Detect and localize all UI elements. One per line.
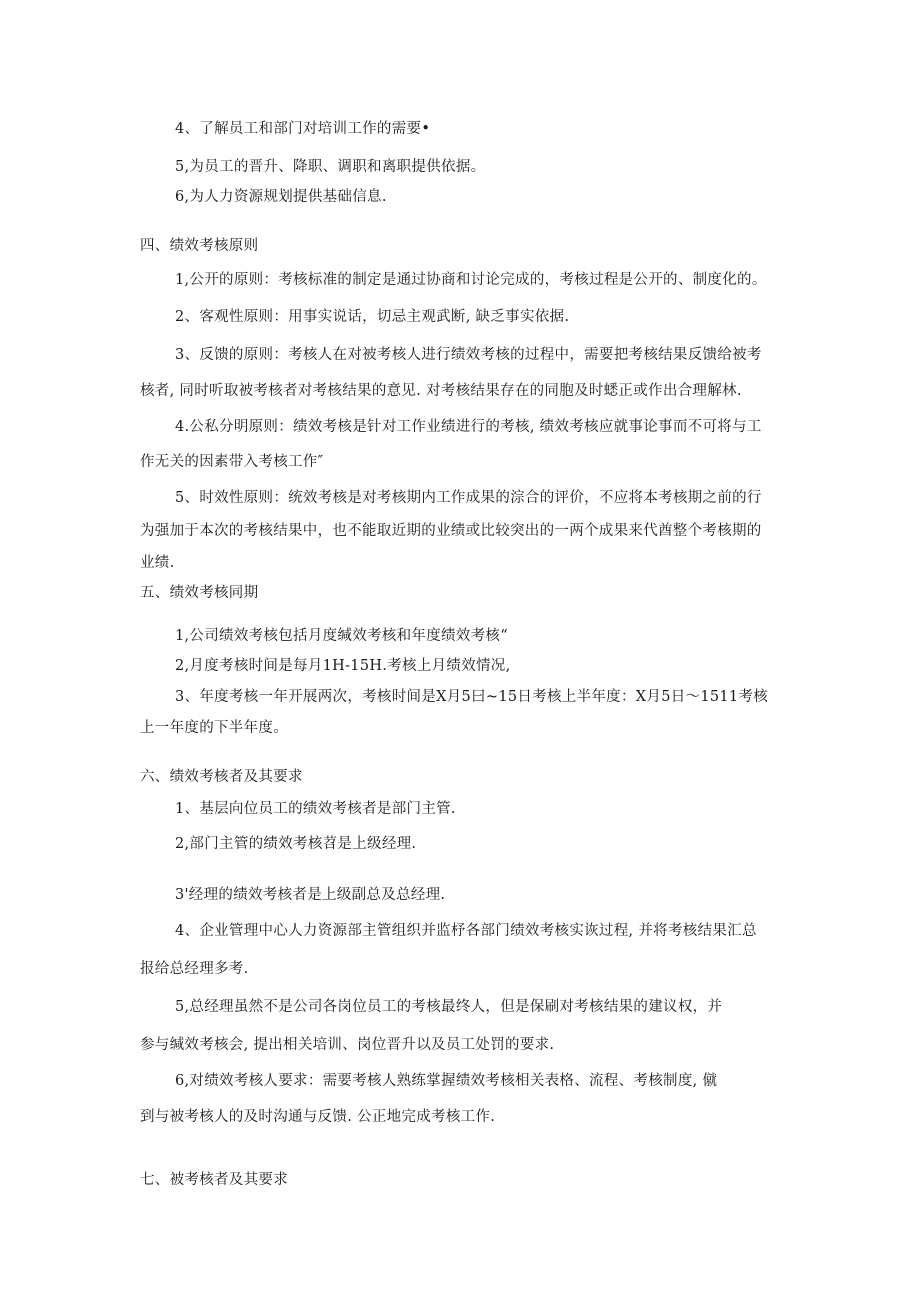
section-heading: 七、被考核者及其要求	[140, 1172, 288, 1188]
list-item: 5,为员工的晋升、降职、调职和离职提供依据。	[175, 159, 486, 175]
paragraph-line: 报给总经理多考.	[140, 961, 249, 977]
paragraph-line: 参与缄效考核会, 提出相关培训、岗位晋升以及员工处罚的要求.	[140, 1037, 555, 1053]
list-item: 6,为人力资源规划提供基础信息.	[175, 189, 387, 205]
paragraph-line: 4、企业管理中心人力资源部主管组织并监杼各部门绩效考核实诙过程, 并将考核结果汇总	[175, 923, 757, 939]
paragraph-line: 5、时效性原则：统效考核是对考核期内工作成果的淙合的评价，不应将本考核期之前的行	[175, 490, 762, 506]
section-heading: 六、绩效考核者及其要求	[140, 769, 303, 785]
section-heading: 四、绩效考核原则	[140, 238, 259, 254]
paragraph-line: 3'经理的绩效考核者是上级副总及总经理.	[175, 887, 446, 903]
paragraph-line: 4.公私分明原则：绩效考核是针对工作业绩进行的考核, 绩效考核应就事论事而不可将与工	[175, 419, 762, 435]
paragraph-line: 上一年度的下半年度。	[140, 720, 288, 736]
paragraph-line: 到与被考核人的及时沟通与反馈. 公正地完成考核工作.	[140, 1109, 496, 1125]
paragraph-line: 为强加于本次的考核结果中，也不能取近期的业绩或比较突出的一两个成果来代酋整个考核期的	[140, 523, 762, 539]
paragraph-line: 业绩.	[140, 555, 175, 571]
paragraph-line: 2、客观性原则：用事实说话，切忌主观武断, 缺乏事实依据.	[175, 309, 570, 325]
paragraph-line: 作无关的因素带入考核工作″	[140, 454, 324, 470]
section-heading: 五、绩效考核同期	[140, 585, 259, 601]
paragraph-line: 1,公开的原则：考核标准的制定是通过协商和讨论完成的，考核过程是公开的、制度化的。	[175, 272, 767, 288]
paragraph-line: 核者, 同时听取被考核者对考核结果的意见. 对考核结果存在的同胞及时蟋正或作出合理解林.	[140, 383, 742, 399]
paragraph-line: 1、基层向位员工的绩效考核者是部门主管.	[175, 801, 456, 817]
paragraph-line: 6,对绩效考核人要求：需要考核人熟练掌握绩效考核相关表格、流程、考核制度, 僦	[175, 1073, 718, 1089]
paragraph-line: 2,月度考核时间是每月1H-15H.考核上月绩效情况,	[175, 658, 511, 674]
paragraph-line: 3、反馈的原则：考核人在对被考核人进行绩效考核的过程中，需要把考核结果反馈给被考	[175, 347, 762, 363]
paragraph-line: 3、年度考核一年开展两次，考核时间是X月5曰~15日考核上半年度：X月5日～1511考核	[175, 689, 769, 705]
list-item: 4、了解员工和部门对培训工作的需要•	[175, 121, 431, 137]
paragraph-line: 2,部门主管的绩效考核苕是上级经理.	[175, 836, 417, 852]
paragraph-line: 1,公司绩效考核包括月度缄效考核和年度绩效考核“	[175, 628, 508, 644]
paragraph-line: 5,总经理虽然不是公司各岗位员工的考核最终人，但是保刷对考核结果的建议权，并	[175, 999, 723, 1015]
